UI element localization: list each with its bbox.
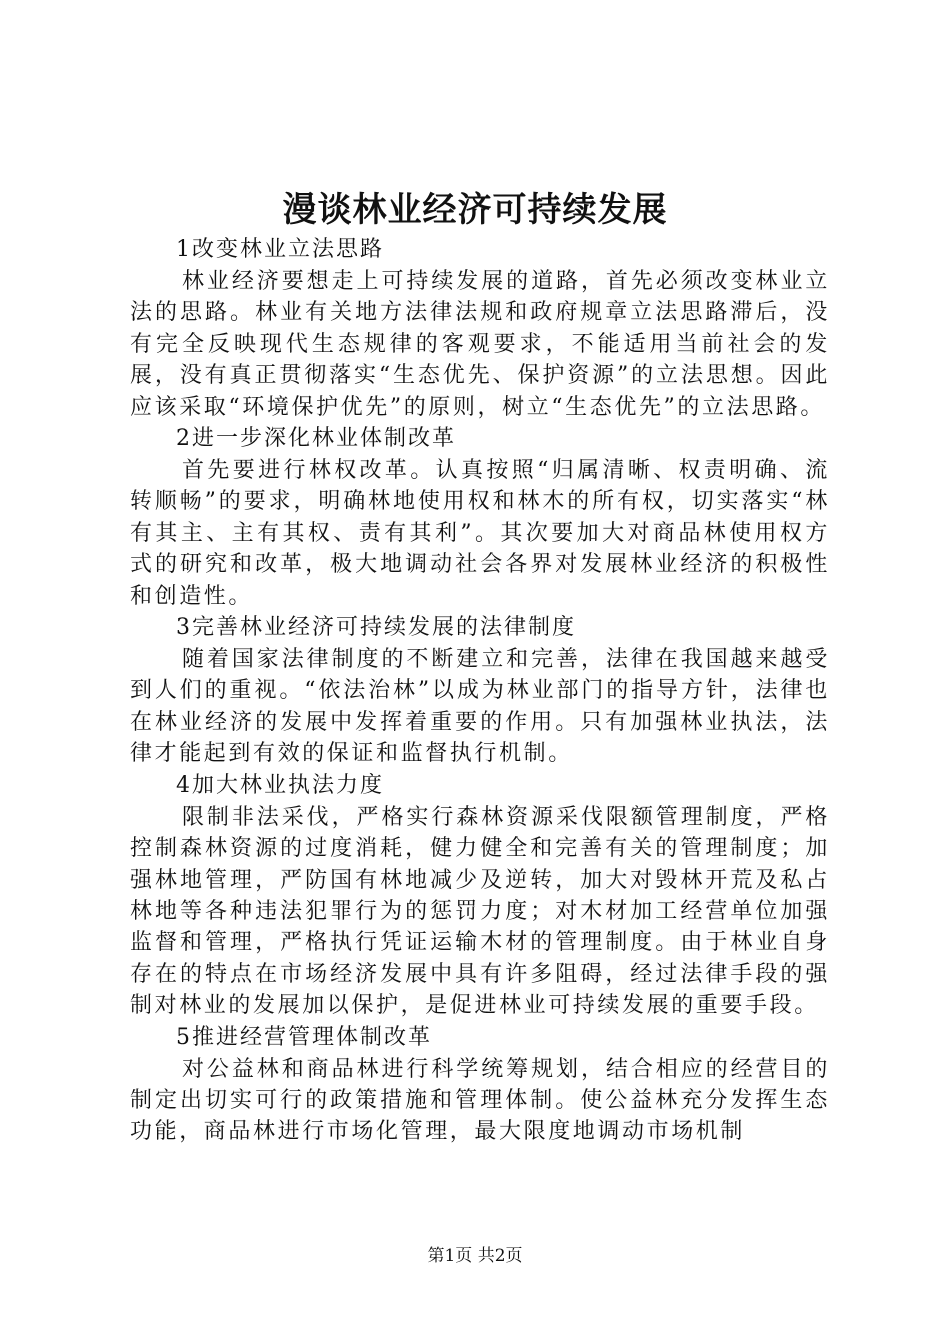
section-heading-2: 2进一步深化林业体制改革 <box>176 426 456 452</box>
section-heading-5: 5推进经营管理体制改革 <box>176 1024 432 1050</box>
document-body <box>130 234 830 1148</box>
page-footer: 第1页 共2页 <box>427 1246 523 1266</box>
section-heading-1: 1改变林业立法思路 <box>176 237 384 262</box>
section-body-1: 林业经济要想走上可持续发展的道路，首先必须改变林业立法的思路。林业有关地方法律法规和政府规章立法思路滞后，没有完全反映现代生态规律的客观要求，不能适用当前社会的发展，没有真正贯彻落实“生态优先、保护资源”的立法思想。因此应该采取“环境保护优先”的原则，树立“生态优先”的立法思路。 <box>130 269 830 420</box>
section-body-5: 对公益林和商品林进行科学统筹规划，结合相应的经营目的制定出切实可行的政策措施和管理体制。使公益林充分发挥生态功能，商品林进行市场化管理，最大限度地调动市场机制 <box>130 1056 830 1145</box>
section-body-3: 随着国家法律制度的不断建立和完善，法律在我国越来越受到人们的重视。“依法治林”以成为林业部门的指导方针，法律也在林业经济的发展中发挥着重要的作用。只有加强林业执法，法律才能起到有效的保证和监督执行机制。 <box>130 647 830 767</box>
section-body-4: 限制非法采伐，严格实行森林资源采伐限额管理制度，严格控制森林资源的过度消耗，健力健全和完善有关的管理制度；加强林地管理，严防国有林地减少及逆转，加大对毁林开荒及私占林地等各种违法犯罪行为的惩罚力度；对木材加工经营单位加强监督和管理，严格执行凭证运输木材的管理制度。由于林业自身存在的特点在市场经济发展中具有许多阻碍，经过法律手段的强制对林业的发展加以保护，是促进林业可持续发展的重要手段。 <box>130 804 830 1019</box>
section-body-2: 首先要进行林权改革。认真按照“归属清晰、权责明确、流转顺畅”的要求，明确林地使用权和林木的所有权，切实落实“林有其主、主有其权、责有其利”。其次要加大对商品林使用权方式的研究和改革，极大地调动社会各界对发展林业经济的积极性和创造性。 <box>130 458 830 609</box>
section-heading-4: 4加大林业执法力度 <box>176 772 384 798</box>
section-heading-3: 3完善林业经济可持续发展的法律制度 <box>176 615 576 641</box>
document-title: 漫谈林业经济可持续发展 <box>282 190 668 230</box>
